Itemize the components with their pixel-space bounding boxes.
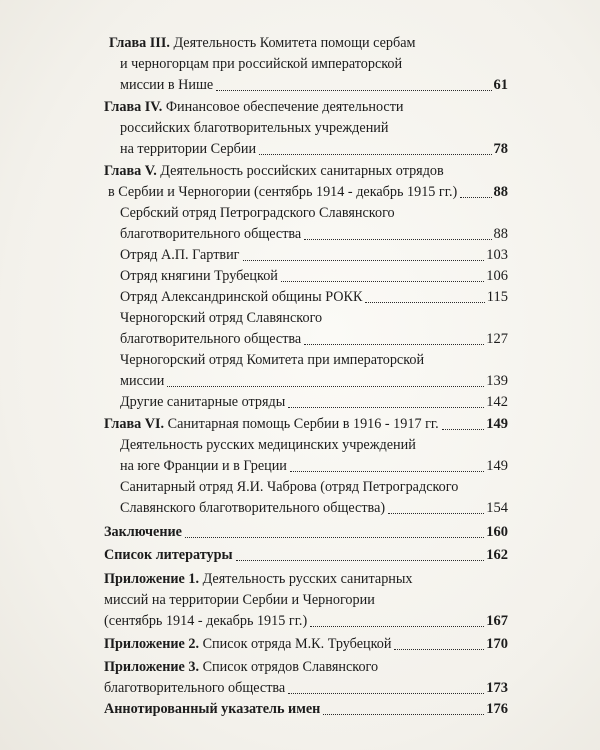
dot-leader bbox=[304, 238, 491, 240]
toc-entry-text bbox=[120, 246, 240, 264]
toc-entry-title: Деятельность русских санитарных bbox=[199, 571, 413, 587]
dot-leader bbox=[290, 470, 484, 472]
toc-line[interactable] bbox=[104, 544, 508, 564]
toc-line[interactable] bbox=[120, 223, 508, 243]
toc-entry-title: Другие санитарные отряды bbox=[120, 394, 286, 410]
page-number: 88 bbox=[493, 226, 508, 242]
toc-entry-title: благотворительного общества bbox=[120, 331, 302, 347]
toc-entry-title: Финансовое обеспечение деятельности bbox=[162, 99, 404, 115]
toc-line[interactable] bbox=[120, 117, 388, 137]
toc-entry-heading: Заключение bbox=[104, 524, 182, 540]
toc-line[interactable] bbox=[104, 521, 508, 541]
toc-entry-heading: Глава III. bbox=[109, 35, 170, 51]
toc-entry-text bbox=[120, 351, 424, 369]
page-number: 173 bbox=[486, 680, 508, 696]
page-number: 78 bbox=[493, 141, 508, 157]
toc-entry-title: Список отряда М.К. Трубецкой bbox=[199, 636, 392, 652]
toc-entry-heading: Глава V. bbox=[104, 163, 157, 179]
toc-entry-text bbox=[104, 523, 182, 541]
toc-entry-title: Отряд Александринской общины РОКК bbox=[120, 289, 363, 305]
toc-entry-text bbox=[104, 679, 285, 697]
toc-line[interactable] bbox=[120, 265, 508, 285]
toc-line[interactable] bbox=[108, 181, 508, 201]
toc-line[interactable] bbox=[104, 610, 508, 630]
page-number: 103 bbox=[486, 247, 508, 263]
toc-line[interactable] bbox=[120, 286, 508, 306]
toc-entry-text bbox=[120, 76, 213, 94]
toc-entry-title: Сербский отряд Петроградского Славянского bbox=[120, 205, 395, 221]
toc-entry-text bbox=[120, 288, 362, 306]
toc-line[interactable] bbox=[104, 656, 378, 676]
toc-entry-text bbox=[120, 372, 164, 390]
toc-entry-heading: Приложение 1. bbox=[104, 571, 200, 587]
dot-leader bbox=[365, 301, 484, 303]
toc-entry-text bbox=[104, 162, 444, 180]
toc-entry-heading: Глава IV. bbox=[104, 99, 163, 115]
toc-entry-title: и черногорцам при российской императорской bbox=[120, 56, 403, 72]
toc-entry-title: миссии в Нише bbox=[120, 77, 214, 93]
toc-entry-title: благотворительного общества bbox=[120, 226, 302, 242]
toc-entry-text bbox=[104, 700, 320, 718]
toc-entry-text bbox=[120, 55, 402, 73]
toc-entry-text bbox=[120, 393, 285, 411]
dot-leader bbox=[259, 153, 491, 155]
toc-entry-text bbox=[108, 183, 457, 201]
toc-entry-title: Черногорский отряд Комитета при императорской bbox=[120, 352, 425, 368]
page-number: 61 bbox=[493, 77, 508, 93]
toc-line[interactable] bbox=[120, 349, 424, 369]
toc-entry-text bbox=[104, 415, 439, 433]
toc-entry-title: (сентябрь 1914 - декабрь 1915 гг.) bbox=[104, 613, 308, 629]
toc-entry-text bbox=[109, 34, 416, 52]
dot-leader bbox=[442, 428, 485, 430]
toc-entry-title: благотворительного общества bbox=[104, 680, 286, 696]
toc-entry-text bbox=[120, 140, 256, 158]
toc-entry-heading: Приложение 3. bbox=[104, 659, 200, 675]
toc-entry-title: Отряд А.П. Гартвиг bbox=[120, 247, 240, 263]
toc-line[interactable] bbox=[120, 328, 508, 348]
toc-line[interactable] bbox=[120, 74, 508, 94]
page-number: 142 bbox=[486, 394, 508, 410]
toc-line[interactable] bbox=[109, 32, 416, 52]
page-number: 160 bbox=[486, 524, 508, 540]
page-number: 170 bbox=[486, 636, 508, 652]
page-number: 149 bbox=[486, 416, 508, 432]
toc-entry-text bbox=[120, 119, 388, 137]
toc-entry-title: российских благотворительных учреждений bbox=[120, 120, 389, 136]
toc-line[interactable] bbox=[120, 391, 508, 411]
toc-line[interactable] bbox=[120, 202, 395, 222]
toc-entry-title: Деятельность русских медицинских учреждений bbox=[120, 437, 416, 453]
dot-leader bbox=[167, 385, 484, 387]
toc-entry-heading: Аннотированный указатель имен bbox=[104, 701, 321, 717]
toc-entry-text bbox=[104, 591, 375, 609]
toc-entry-title: Санитарная помощь Сербии в 1916 - 1917 гг. bbox=[164, 416, 439, 432]
dot-leader bbox=[185, 536, 484, 538]
toc-line[interactable] bbox=[120, 307, 322, 327]
toc-line[interactable] bbox=[104, 677, 508, 697]
toc-entry-title: Славянского благотворительного общества) bbox=[120, 500, 386, 516]
page-number: 162 bbox=[486, 547, 508, 563]
toc-line[interactable] bbox=[120, 455, 508, 475]
toc-entry-text bbox=[120, 309, 322, 327]
toc-entry-text bbox=[120, 204, 395, 222]
toc-line[interactable] bbox=[104, 413, 508, 433]
page-number: 139 bbox=[486, 373, 508, 389]
toc-line[interactable] bbox=[120, 434, 416, 454]
toc-entry-title: Черногорский отряд Славянского bbox=[120, 310, 323, 326]
page-number: 115 bbox=[486, 289, 508, 305]
toc-entry-text bbox=[120, 478, 458, 496]
toc-line[interactable] bbox=[120, 370, 508, 390]
toc-entry-title: на юге Франции и в Греции bbox=[120, 458, 287, 474]
page-number: 149 bbox=[486, 458, 508, 474]
toc-line[interactable] bbox=[120, 497, 508, 517]
toc-line[interactable] bbox=[104, 633, 508, 653]
dot-leader bbox=[216, 89, 491, 91]
toc-entry-text bbox=[104, 612, 307, 630]
toc-entry-text bbox=[120, 330, 301, 348]
toc-entry-title: миссии bbox=[120, 373, 165, 389]
toc-entry-text bbox=[104, 658, 378, 676]
page-number: 106 bbox=[486, 268, 508, 284]
toc-entry-title: Деятельность российских санитарных отрядов bbox=[156, 163, 444, 179]
toc-line[interactable] bbox=[104, 96, 404, 116]
toc-entry-text bbox=[120, 499, 385, 517]
toc-entry-heading: Приложение 2. bbox=[104, 636, 200, 652]
toc-line[interactable] bbox=[120, 244, 508, 264]
toc-entry-text bbox=[104, 546, 233, 564]
toc-entry-heading: Список литературы bbox=[104, 547, 233, 563]
toc-entry-heading: Глава VI. bbox=[104, 416, 165, 432]
toc-entry-title: Санитарный отряд Я.И. Чаброва (отряд Петроградского bbox=[120, 479, 459, 495]
page-number: 176 bbox=[486, 701, 508, 717]
dot-leader bbox=[236, 559, 485, 561]
toc-entry-text bbox=[104, 98, 404, 116]
toc-entry-title: Список отрядов Славянского bbox=[199, 659, 379, 675]
dot-leader bbox=[288, 692, 484, 694]
dot-leader bbox=[323, 713, 484, 715]
dot-leader bbox=[394, 648, 484, 650]
toc-entry-text bbox=[120, 436, 416, 454]
toc-line[interactable] bbox=[104, 160, 444, 180]
toc-entry-title: в Сербии и Черногории (сентябрь 1914 - декабрь 1915 гг.) bbox=[108, 184, 458, 200]
toc-line[interactable] bbox=[120, 53, 402, 73]
toc-entry-title: на территории Сербии bbox=[120, 141, 257, 157]
dot-leader bbox=[304, 343, 484, 345]
toc-entry-title: Деятельность Комитета помощи сербам bbox=[169, 35, 416, 51]
toc-entry-text bbox=[120, 225, 301, 243]
dot-leader bbox=[388, 512, 484, 514]
toc-line[interactable] bbox=[120, 476, 458, 496]
page-number: 127 bbox=[486, 331, 508, 347]
toc-line[interactable] bbox=[104, 568, 413, 588]
toc-line[interactable] bbox=[104, 698, 508, 718]
page-number: 167 bbox=[486, 613, 508, 629]
toc-entry-text bbox=[104, 570, 413, 588]
toc-line[interactable] bbox=[120, 138, 508, 158]
dot-leader bbox=[460, 196, 491, 198]
dot-leader bbox=[281, 280, 484, 282]
toc-entry-title: Отряд княгини Трубецкой bbox=[120, 268, 278, 284]
toc-entry-text bbox=[104, 635, 391, 653]
toc-entry-text bbox=[120, 267, 278, 285]
dot-leader bbox=[243, 259, 485, 261]
dot-leader bbox=[288, 406, 484, 408]
dot-leader bbox=[310, 625, 484, 627]
toc-entry-title: миссий на территории Сербии и Черногории bbox=[104, 592, 375, 608]
page-number: 88 bbox=[493, 184, 508, 200]
page-number: 154 bbox=[486, 500, 508, 516]
toc-line[interactable] bbox=[104, 589, 375, 609]
toc-entry-text bbox=[120, 457, 287, 475]
